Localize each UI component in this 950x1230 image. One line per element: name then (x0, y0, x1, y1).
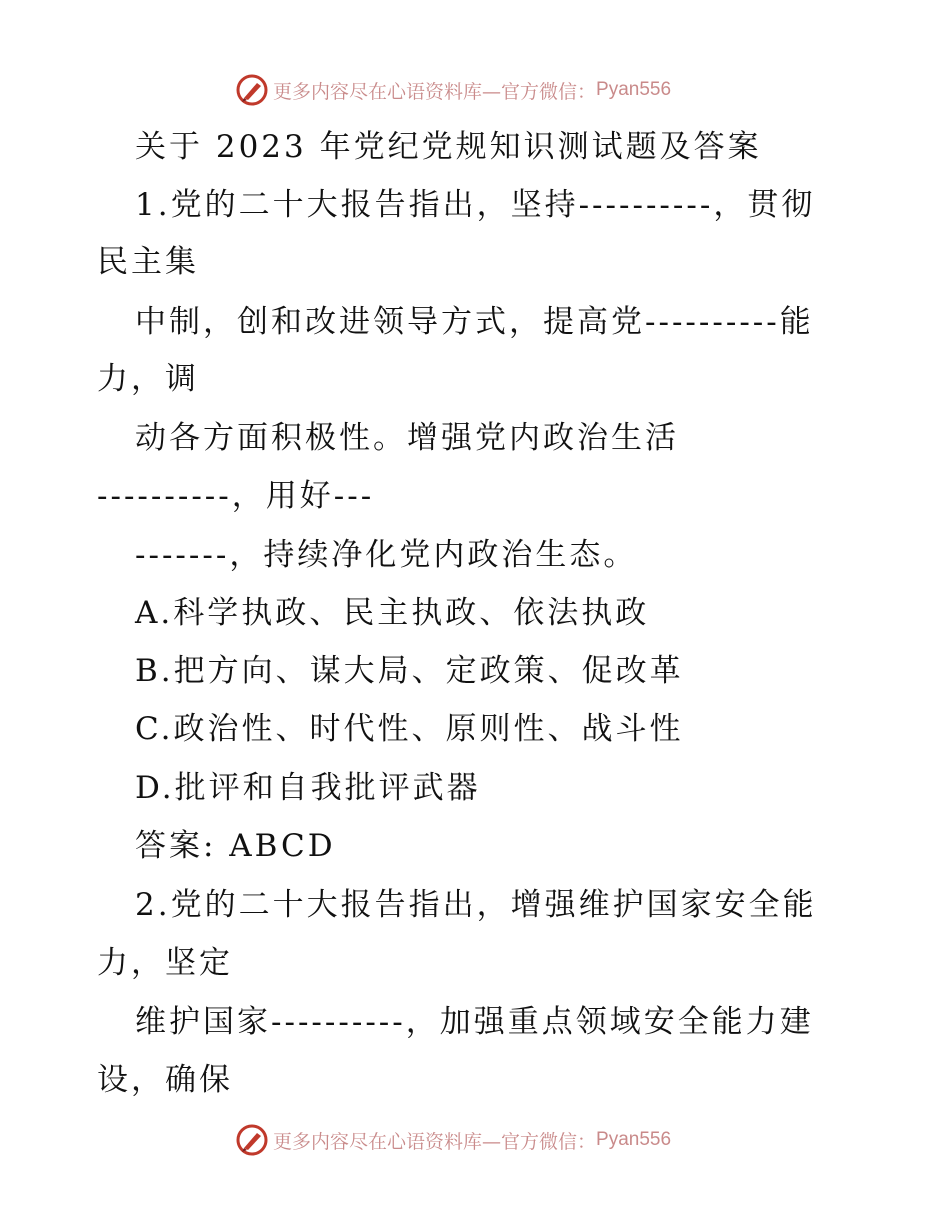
watermark-footer (235, 1122, 671, 1158)
watermark-id: Pyan556 (596, 1129, 672, 1150)
watermark-text: 更多内容尽在心语资料库—官方微信： (273, 1130, 597, 1153)
question-2-text: 维护国家----------，加强重点领域安全能力建 (135, 1004, 814, 1040)
watermark-id: Pyan556 (596, 79, 672, 100)
question-1-text: 力，调 (97, 361, 199, 397)
option-d: D.批评和自我批评武器 (135, 770, 481, 806)
watermark-text: 更多内容尽在心语资料库—官方微信： (273, 80, 597, 103)
option-a: A.科学执政、民主执政、依法执政 (135, 595, 650, 631)
option-b: B.把方向、谋大局、定政策、促改革 (135, 653, 684, 689)
option-c: C.政治性、时代性、原则性、战斗性 (135, 711, 684, 747)
question-1-text: 1.党的二十大报告指出，坚持----------，贯彻 (135, 187, 816, 223)
question-1-text: ----------，用好--- (97, 478, 375, 514)
document-title: 关于 2023 年党纪党规知识测试题及答案 (135, 129, 762, 165)
pen-logo-icon (235, 1123, 269, 1157)
question-2-text: 设，确保 (97, 1062, 233, 1098)
question-2-text: 2.党的二十大报告指出，增强维护国家安全能 (135, 887, 817, 923)
question-1-text: 民主集 (97, 244, 199, 280)
question-1-text: -------，持续净化党内政治生态。 (135, 537, 638, 573)
question-1-text: 中制，创和改进领导方式，提高党----------能 (135, 304, 814, 340)
answer-1: 答案: ABCD (135, 828, 336, 864)
question-2-text: 力，坚定 (97, 945, 233, 981)
question-1-text: 动各方面积极性。增强党内政治生活 (135, 420, 679, 456)
